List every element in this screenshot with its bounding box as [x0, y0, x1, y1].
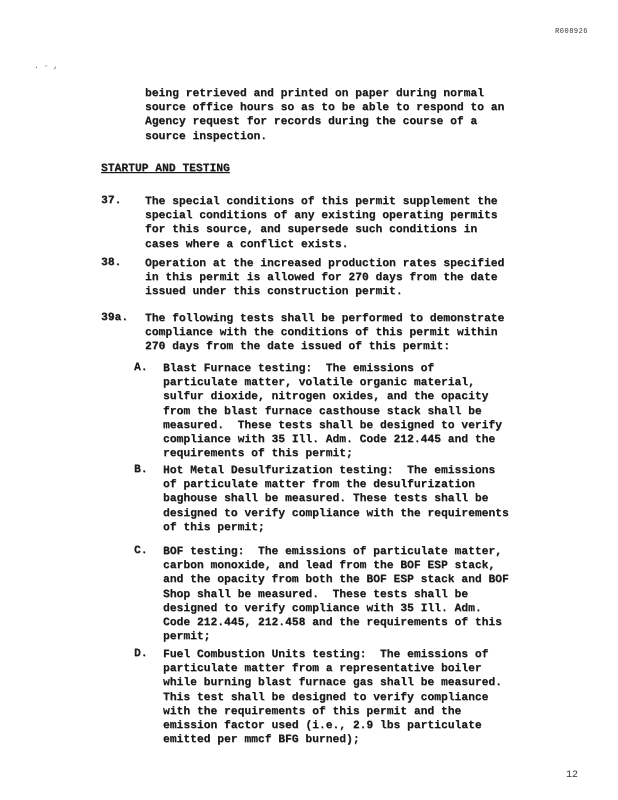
paragraph-number: 38. [101, 257, 122, 269]
subitem-letter: B. [134, 464, 148, 476]
paragraph-text: The following tests shall be performed to demonstrate compliance with the conditions of this permit within 270 days from the date issued of this permit: [145, 313, 505, 354]
subitem-text: BOF testing: The emissions of particulate matter, carbon monoxide, and lead from the BOF ESP stack, and the opacity from both the BOF ESP stack and BOF Shop shall be measured. These tests shall be designed to verify compliance with 35 Ill. Adm. Code 212.445, 212.458 and the requirements of this permit; [163, 546, 509, 644]
section-heading: STARTUP AND TESTING [101, 163, 230, 175]
paragraph-text: Operation at the increased production rates specified in this permit is allowed for 270 days from the date issued under this construction permit. [145, 258, 505, 299]
subitem-text: Hot Metal Desulfurization testing: The emissions of particulate matter from the desulfurization baghouse shall be measured. These tests shall be designed to verify compliance with the requirements of this permit; [163, 465, 509, 534]
subitem-text: Fuel Combustion Units testing: The emissions of particulate matter from a representative boiler while burning blast furnace gas shall be measured. This test shall be designed to verify compliance with the requirements of this permit and the emission factor used (i.e., 2.9 lbs particulate emitted per mmcf BFG burned); [163, 649, 502, 747]
document-id: R008926 [555, 28, 588, 36]
subitem-letter: A. [134, 362, 148, 374]
subitem-letter: C. [134, 545, 148, 557]
paragraph-number: 39a. [101, 312, 129, 324]
subitem-letter: D. [134, 648, 148, 660]
paragraph-number: 37. [101, 195, 122, 207]
scan-speck: . · , [34, 62, 59, 71]
paragraph-text: The special conditions of this permit supplement the special conditions of any existing operating permits for this source, and supersede such conditions in cases where a conflict exists. [145, 196, 498, 251]
continuation-paragraph: being retrieved and printed on paper during normal source office hours so as to be able to respond to an Agency request for records during the course of a source inspection. [145, 88, 505, 143]
page-number: 12 [565, 770, 578, 781]
subitem-text: Blast Furnace testing: The emissions of particulate matter, volatile organic material, sulfur dioxide, nitrogen oxides, and the opacity from the blast furnace casthouse stack shall be measured. These tests shall be designed to verify compliance with 35 Ill. Adm. Code 212.445 and the requirements of this permit; [163, 363, 502, 461]
